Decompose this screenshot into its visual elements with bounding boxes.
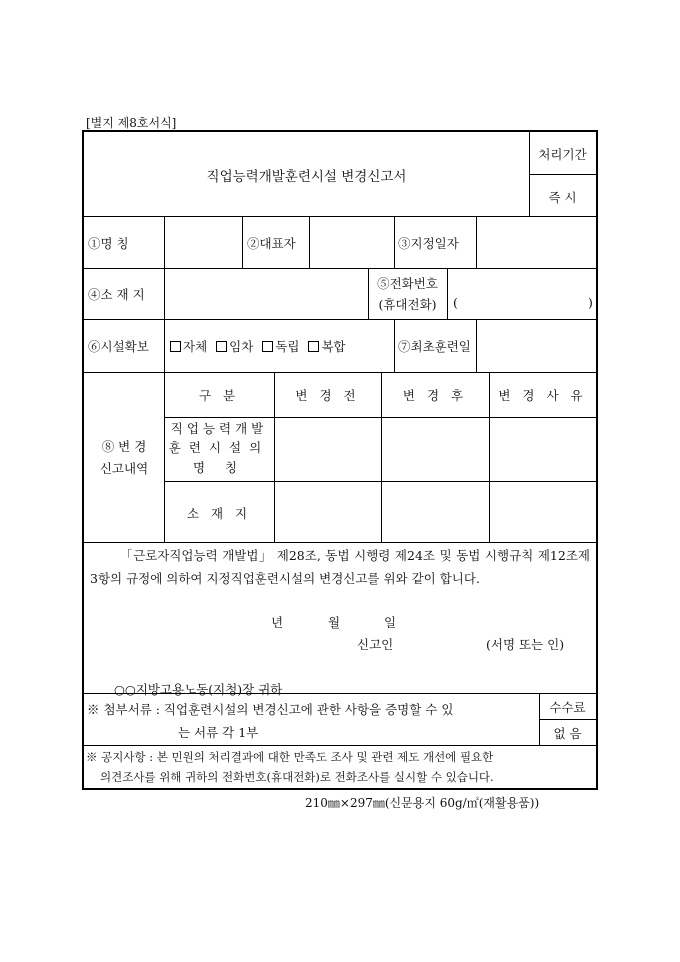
paper-spec-footer: 210㎜×297㎜(신문용지 60g/㎡(재활용품)) bbox=[305, 796, 540, 810]
address-label: ④소 재 지 bbox=[88, 287, 145, 302]
fee-label: 수수료 bbox=[549, 700, 586, 715]
row-name-line1: 직업능력개발 bbox=[170, 421, 268, 436]
designation-date-label: ③지정일자 bbox=[398, 236, 459, 251]
checkbox-icon bbox=[216, 341, 227, 352]
declaration-text: 「근로자직업능력 개발법」 제28조, 동법 시행령 제24조 및 동법 시행규칙 제12조제3항의 규정에 의하여 지정직업훈련시설의 변경신고를 위와 같이 합니다. bbox=[90, 548, 590, 586]
header-category: 구 분 bbox=[198, 388, 240, 403]
facility-options bbox=[170, 337, 355, 355]
phone-paren-close: ) bbox=[588, 295, 593, 310]
applicant-label: 신고인 bbox=[357, 637, 394, 652]
option-independent[interactable]: 독립 bbox=[262, 339, 299, 354]
phone-label: ⑤전화번호 bbox=[377, 276, 438, 291]
notice-line1: ※ 공지사항 : 본 민원의 처리결과에 대한 만족도 조사 및 관련 제도 개선에 필요한 bbox=[86, 750, 494, 764]
row-address: 소 재 지 bbox=[186, 506, 252, 521]
signature-label: (서명 또는 인) bbox=[486, 637, 565, 652]
option-complex[interactable]: 복합 bbox=[308, 339, 345, 354]
first-training-label: ⑦최초훈련일 bbox=[398, 339, 471, 354]
date-month: 월 bbox=[328, 615, 341, 630]
checkbox-icon bbox=[262, 341, 273, 352]
mobile-label: (휴대전화) bbox=[378, 297, 437, 312]
checkbox-icon bbox=[308, 341, 319, 352]
change-section-sublabel: 신고내역 bbox=[99, 461, 149, 476]
attachment-line2: 는 서류 각 1부 bbox=[178, 725, 259, 740]
form-title: 직업능력개발훈련시설 변경신고서 bbox=[206, 169, 407, 185]
notice-line2: 의견조사를 위해 귀하의 전화번호(휴대전화)로 전화조사를 실시할 수 있습니다. bbox=[100, 770, 494, 784]
attachment-line1: ※ 첨부서류 : 직업훈련시설의 변경신고에 관한 사항을 증명할 수 있 bbox=[87, 702, 454, 717]
facility-secure-label: ⑥시설확보 bbox=[88, 339, 149, 354]
header-after: 변 경 후 bbox=[402, 388, 468, 403]
addressee: ○○지방고용노동(지청)장 귀하 bbox=[114, 682, 283, 697]
row-name-line2: 훈련시설의 bbox=[168, 440, 270, 455]
representative-label: ②대표자 bbox=[247, 236, 296, 251]
header-reason: 변 경 사 유 bbox=[498, 388, 587, 403]
option-lease[interactable]: 임차 bbox=[216, 339, 253, 354]
change-section-label: ⑧ 변 경 bbox=[101, 439, 147, 454]
fee-value: 없 음 bbox=[553, 726, 582, 741]
report-form bbox=[82, 130, 598, 790]
row-name-line3: 명 칭 bbox=[192, 460, 246, 475]
processing-period-value: 즉 시 bbox=[548, 190, 577, 205]
form-number: [별지 제8호서식] bbox=[86, 116, 177, 130]
date-day: 일 bbox=[384, 615, 397, 630]
checkbox-icon bbox=[170, 341, 181, 352]
phone-paren-open: ( bbox=[453, 295, 458, 310]
option-own[interactable]: 자체 bbox=[170, 339, 207, 354]
name-label: ①명 칭 bbox=[88, 236, 129, 251]
processing-period-label: 처리기간 bbox=[538, 147, 587, 162]
header-before: 변 경 전 bbox=[295, 388, 360, 403]
date-year: 년 bbox=[271, 615, 284, 630]
